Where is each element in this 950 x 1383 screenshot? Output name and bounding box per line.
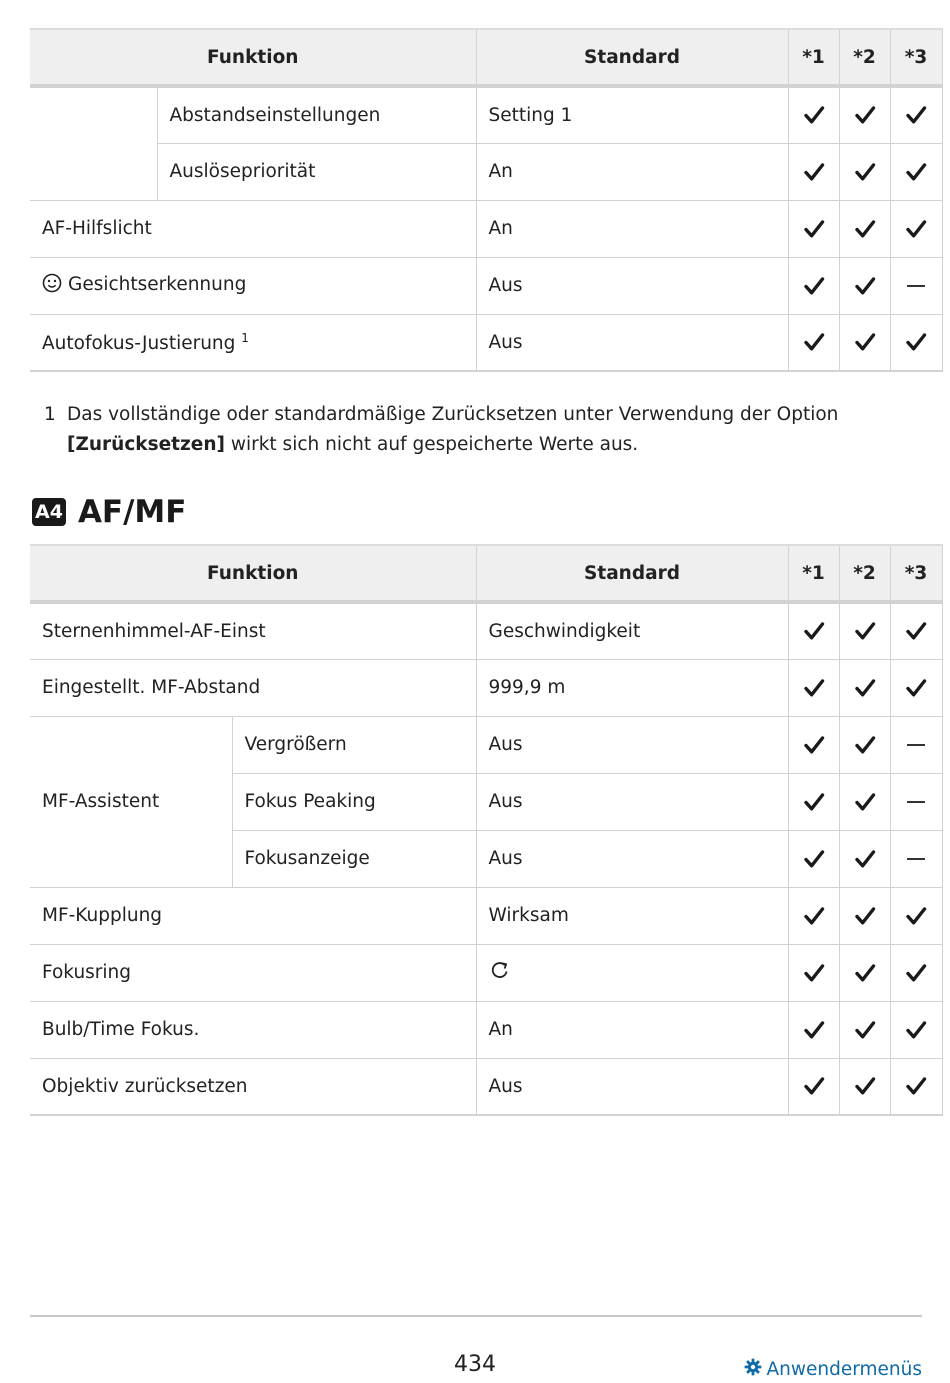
table-row	[30, 143, 942, 200]
check-icon	[788, 659, 839, 716]
check-icon	[890, 86, 942, 143]
cell-standard: An	[476, 200, 788, 257]
check-icon	[890, 659, 942, 716]
table-row	[30, 86, 942, 143]
header-col1: *1	[788, 545, 839, 602]
check-icon	[839, 602, 890, 659]
section-badge: A4	[32, 498, 66, 526]
check-icon	[839, 1058, 890, 1115]
dash-icon	[907, 858, 925, 860]
cell-standard: Aus	[476, 716, 788, 773]
table-row	[30, 716, 942, 773]
header-col3: *3	[890, 545, 942, 602]
dash-mark	[890, 773, 942, 830]
check-icon	[890, 887, 942, 944]
cell-standard: Setting 1	[476, 86, 788, 143]
check-icon	[890, 314, 942, 371]
cell-standard: Aus	[476, 257, 788, 314]
cell-funktion: MF-Kupplung	[30, 887, 476, 944]
check-icon	[839, 887, 890, 944]
check-icon	[788, 1001, 839, 1058]
cell-funktion: Eingestellt. MF-Abstand	[30, 659, 476, 716]
table-row	[30, 1058, 942, 1115]
cell-standard: Geschwindigkeit	[476, 602, 788, 659]
cell-funktion: AF-Hilfslicht	[30, 200, 476, 257]
cell-funktion: Abstandseinstellungen	[157, 86, 476, 143]
check-icon	[839, 143, 890, 200]
section-heading	[32, 490, 186, 534]
check-icon	[788, 86, 839, 143]
section-title: AF/MF	[77, 494, 187, 530]
check-icon	[839, 314, 890, 371]
check-icon	[839, 944, 890, 1001]
check-icon	[890, 143, 942, 200]
cell-funktion: Fokus Peaking	[232, 773, 476, 830]
check-icon	[890, 200, 942, 257]
check-icon	[890, 944, 942, 1001]
cell-funktion: Sternenhimmel-AF-Einst	[30, 602, 476, 659]
header-funktion: Funktion	[30, 29, 476, 86]
check-icon	[839, 1001, 890, 1058]
cell-standard: Aus	[476, 314, 788, 371]
check-icon	[788, 773, 839, 830]
face-detect-icon	[42, 273, 62, 298]
header-col1: *1	[788, 29, 839, 86]
check-icon	[839, 200, 890, 257]
group-cell-empty	[30, 86, 157, 200]
dash-icon	[907, 744, 925, 746]
check-icon	[788, 143, 839, 200]
table-row	[30, 1001, 942, 1058]
check-icon	[788, 602, 839, 659]
group-cell-mf-assistent: MF-Assistent	[30, 716, 232, 887]
page-number: 434	[454, 1352, 496, 1377]
check-icon	[788, 716, 839, 773]
check-icon	[788, 887, 839, 944]
dash-mark	[890, 716, 942, 773]
cell-standard: 999,9 m	[476, 659, 788, 716]
settings-table-2	[30, 544, 943, 1116]
table-row	[30, 602, 942, 659]
table-row	[30, 200, 942, 257]
anwendermenues-link[interactable]	[744, 1358, 922, 1381]
check-icon	[839, 716, 890, 773]
check-icon	[788, 257, 839, 314]
table-row	[30, 659, 942, 716]
cell-standard: Wirksam	[476, 887, 788, 944]
footnote-text-after: wirkt sich nicht auf gespeicherte Werte aus.	[224, 434, 639, 455]
cell-standard	[476, 944, 788, 1001]
footnote-text-before: Das vollständige oder standardmäßige Zurücksetzen unter Verwendung der Option	[67, 404, 839, 425]
footnote	[44, 400, 884, 460]
dash-icon	[907, 801, 925, 803]
footer-link-label: Anwendermenüs	[766, 1359, 922, 1380]
table-row	[30, 944, 942, 1001]
check-icon	[839, 830, 890, 887]
check-icon	[788, 314, 839, 371]
check-icon	[788, 200, 839, 257]
cell-funktion-label: Autofokus-Justierung	[42, 332, 236, 354]
table-header-row	[30, 545, 942, 602]
table-row	[30, 257, 942, 314]
cell-funktion	[30, 314, 476, 371]
cell-funktion: Fokusring	[30, 944, 476, 1001]
cell-funktion: Objektiv zurücksetzen	[30, 1058, 476, 1115]
check-icon	[788, 830, 839, 887]
check-icon	[890, 1058, 942, 1115]
check-icon	[839, 257, 890, 314]
footnote-option-name: [Zurücksetzen]	[67, 434, 225, 455]
cell-standard: An	[476, 1001, 788, 1058]
dash-mark	[890, 830, 942, 887]
cell-standard: Aus	[476, 1058, 788, 1115]
header-standard: Standard	[476, 545, 788, 602]
dash-icon	[907, 285, 925, 287]
clockwise-rotation-icon	[489, 965, 511, 986]
check-icon	[890, 602, 942, 659]
header-standard: Standard	[476, 29, 788, 86]
cell-standard: An	[476, 143, 788, 200]
header-col2: *2	[839, 545, 890, 602]
table-header-row	[30, 29, 942, 86]
footnote-ref: 1	[241, 330, 249, 345]
settings-table-1	[30, 28, 943, 372]
check-icon	[839, 86, 890, 143]
cell-funktion-label: Gesichtserkennung	[68, 274, 247, 295]
footer-divider	[30, 1315, 922, 1317]
dash-mark	[890, 257, 942, 314]
check-icon	[788, 944, 839, 1001]
cell-funktion: Fokusanzeige	[232, 830, 476, 887]
cell-funktion: Auslösepriorität	[157, 143, 476, 200]
header-funktion: Funktion	[30, 545, 476, 602]
header-col2: *2	[839, 29, 890, 86]
cell-standard: Aus	[476, 773, 788, 830]
table-row	[30, 887, 942, 944]
footnote-number: 1	[44, 404, 56, 425]
table-row	[30, 314, 942, 371]
check-icon	[839, 659, 890, 716]
gear-icon	[744, 1358, 766, 1381]
cell-standard: Aus	[476, 830, 788, 887]
header-col3: *3	[890, 29, 942, 86]
check-icon	[890, 1001, 942, 1058]
check-icon	[839, 773, 890, 830]
cell-funktion: Bulb/Time Fokus.	[30, 1001, 476, 1058]
footnote-text	[67, 400, 884, 460]
cell-funktion	[30, 257, 476, 314]
check-icon	[788, 1058, 839, 1115]
cell-funktion: Vergrößern	[232, 716, 476, 773]
